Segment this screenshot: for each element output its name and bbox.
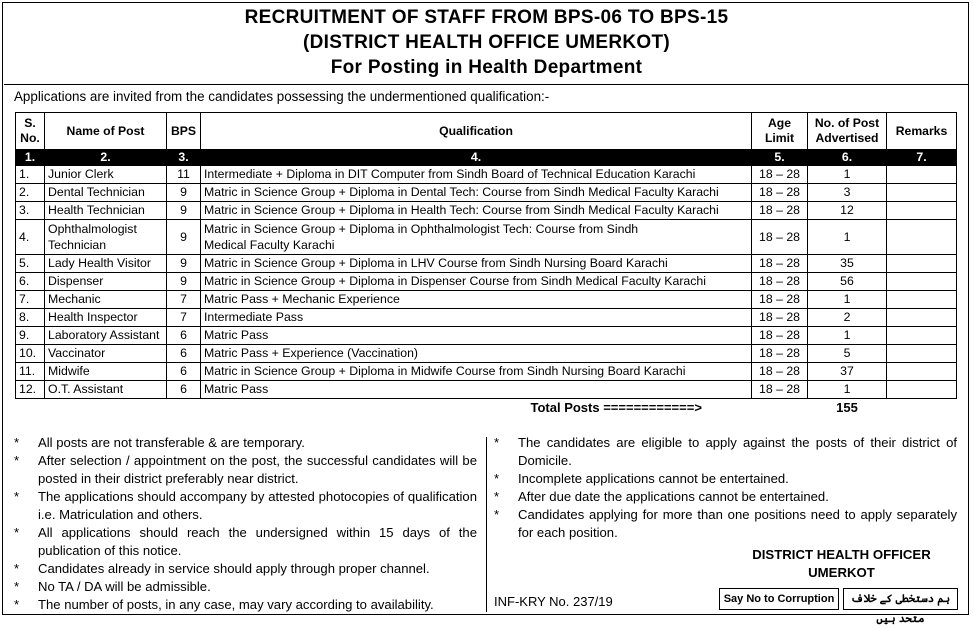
- cell-age: 18 – 28: [752, 381, 808, 399]
- cell-sno: 1.: [16, 166, 45, 184]
- cell-age: 18 – 28: [752, 363, 808, 381]
- cell-age: 18 – 28: [752, 273, 808, 291]
- bullet: *: [494, 435, 500, 450]
- cell-name: Laboratory Assistant: [45, 327, 167, 345]
- cell-qualification: Intermediate + Diploma in DIT Computer from Sindh Board of Technical Education Karachi: [201, 166, 752, 184]
- cell-qualification: Matric in Science Group + Diploma in Midwife Course from Sindh Nursing Board Karachi: [201, 363, 752, 381]
- header-name: Name of Post: [45, 113, 167, 150]
- cell-posts: 56: [808, 273, 887, 291]
- note-text: Incomplete applications cannot be entertained.: [518, 471, 789, 486]
- cell-remarks: [887, 255, 957, 273]
- note-item: [14, 488, 477, 524]
- note-text: The applications should accompany by attested photocopies of qualification i.e. Matriculation and others.: [38, 489, 477, 522]
- header-bps: BPS: [167, 113, 201, 150]
- cell-bps: 6: [167, 345, 201, 363]
- table-row: [16, 255, 957, 273]
- note-item: [494, 506, 957, 542]
- cell-bps: 6: [167, 327, 201, 345]
- cell-bps: 9: [167, 220, 201, 255]
- cell-sno: 5.: [16, 255, 45, 273]
- bullet: *: [14, 453, 20, 468]
- cell-remarks: [887, 202, 957, 220]
- total-spacer: [752, 399, 808, 417]
- cell-bps: 9: [167, 184, 201, 202]
- col-number: 7.: [887, 150, 957, 166]
- notes-left: [14, 434, 477, 614]
- cell-name: Midwife: [45, 363, 167, 381]
- total-label: Total Posts ============>: [530, 400, 702, 415]
- cell-name: Dental Technician: [45, 184, 167, 202]
- table-row: [16, 184, 957, 202]
- cell-name: Lady Health Visitor: [45, 255, 167, 273]
- cell-age: 18 – 28: [752, 166, 808, 184]
- cell-qualification: Matric in Science Group + Diploma in Health Tech: Course from Sindh Medical Faculty Karachi: [201, 202, 752, 220]
- table-row: [16, 166, 957, 184]
- cell-age: 18 – 28: [752, 309, 808, 327]
- cell-age: 18 – 28: [752, 220, 808, 255]
- cell-posts: 12: [808, 202, 887, 220]
- total-row: [16, 399, 957, 417]
- cell-qualification: Matric in Science Group + Diploma in Dental Tech: Course from Sindh Medical Faculty Karachi: [201, 184, 752, 202]
- note-item: [494, 488, 957, 506]
- notes-right: [494, 434, 957, 542]
- intro-text: Applications are invited from the candidates possessing the undermentioned qualification:-: [14, 89, 550, 104]
- note-item: [14, 434, 477, 452]
- note-text: Candidates applying for more than one positions need to apply separately for each position.: [518, 507, 957, 540]
- cell-sno: 7.: [16, 291, 45, 309]
- cell-sno: 9.: [16, 327, 45, 345]
- note-text: All applications should reach the undersigned within 15 days of the publication of this notice.: [38, 525, 477, 558]
- cell-sno: 6.: [16, 273, 45, 291]
- page-subheading: For Posting in Health Department: [330, 57, 643, 78]
- cell-name: O.T. Assistant: [45, 381, 167, 399]
- note-item: [494, 470, 957, 488]
- cell-posts: 35: [808, 255, 887, 273]
- note-text: No TA / DA will be admissible.: [38, 579, 211, 594]
- note-item: [14, 524, 477, 560]
- cell-name: Dispenser: [45, 273, 167, 291]
- cell-sno: 4.: [16, 220, 45, 255]
- note-item: [14, 578, 477, 596]
- cell-age: 18 – 28: [752, 327, 808, 345]
- note-text: After due date the applications cannot be entertained.: [518, 489, 829, 504]
- cell-posts: 1: [808, 220, 887, 255]
- cell-bps: 7: [167, 309, 201, 327]
- cell-age: 18 – 28: [752, 291, 808, 309]
- table-row: [16, 345, 957, 363]
- cell-age: 18 – 28: [752, 184, 808, 202]
- cell-bps: 6: [167, 363, 201, 381]
- cell-qualification: Matric in Science Group + Diploma in LHV Course from Sindh Nursing Board Karachi: [201, 255, 752, 273]
- cell-remarks: [887, 184, 957, 202]
- cell-posts: 5: [808, 345, 887, 363]
- cell-posts: 37: [808, 363, 887, 381]
- note-text: All posts are not transferable & are temporary.: [38, 435, 305, 450]
- cell-bps: 9: [167, 255, 201, 273]
- cell-name: Health Technician: [45, 202, 167, 220]
- bullet: *: [494, 489, 500, 504]
- col-number: 4.: [201, 150, 752, 166]
- col-number: 5.: [752, 150, 808, 166]
- total-spacer: [887, 399, 957, 417]
- page-title: RECRUITMENT OF STAFF FROM BPS-06 TO BPS-15: [244, 7, 729, 28]
- table-row: [16, 327, 957, 345]
- cell-remarks: [887, 381, 957, 399]
- cell-bps: 9: [167, 202, 201, 220]
- header-remarks: Remarks: [887, 113, 957, 150]
- cell-posts: 1: [808, 291, 887, 309]
- cell-name: Ophthalmologist Technician: [45, 220, 167, 255]
- bullet: *: [14, 525, 20, 540]
- cell-qualification: Matric in Science Group + Diploma in Ophthalmologist Tech: Course from Sindh Medical Faculty Karachi: [201, 220, 752, 255]
- header-age: Age Limit: [752, 113, 808, 150]
- col-number: 6.: [808, 150, 887, 166]
- cell-remarks: [887, 291, 957, 309]
- anti-corruption-badge-urdu: ہم دستخطی کے خلاف متحد ہیں: [843, 588, 958, 610]
- signature-location: UMERKOT: [808, 565, 875, 580]
- cell-sno: 10.: [16, 345, 45, 363]
- cell-sno: 8.: [16, 309, 45, 327]
- bullet: *: [14, 579, 20, 594]
- cell-bps: 9: [167, 273, 201, 291]
- cell-qualification: Matric Pass: [201, 381, 752, 399]
- bullet: *: [14, 561, 20, 576]
- table-row: [16, 291, 957, 309]
- bullet: *: [14, 435, 20, 450]
- column-number-row: [16, 150, 957, 166]
- header-posts: No. of Post Advertised: [808, 113, 887, 150]
- signature-block: [724, 546, 959, 582]
- table-header-row: [16, 113, 957, 150]
- cell-remarks: [887, 363, 957, 381]
- table-row: [16, 363, 957, 381]
- cell-sno: 11.: [16, 363, 45, 381]
- column-divider: [486, 437, 487, 612]
- cell-remarks: [887, 220, 957, 255]
- col-number: 2.: [45, 150, 167, 166]
- bullet: *: [14, 597, 20, 612]
- table-row: [16, 309, 957, 327]
- cell-bps: 11: [167, 166, 201, 184]
- note-item: [494, 434, 957, 470]
- cell-name: Vaccinator: [45, 345, 167, 363]
- posts-table: [15, 112, 957, 416]
- cell-posts: 2: [808, 309, 887, 327]
- cell-posts: 3: [808, 184, 887, 202]
- table-row: [16, 220, 957, 255]
- cell-qualification: Matric in Science Group + Diploma in Dispenser Course from Sindh Medical Faculty Karachi: [201, 273, 752, 291]
- cell-name: Junior Clerk: [45, 166, 167, 184]
- note-item: [14, 560, 477, 578]
- total-value: 155: [836, 400, 858, 415]
- col-number: 1.: [16, 150, 45, 166]
- bullet: *: [494, 471, 500, 486]
- cell-qualification: Intermediate Pass: [201, 309, 752, 327]
- note-item: [14, 452, 477, 488]
- cell-posts: 1: [808, 381, 887, 399]
- note-item: [14, 596, 477, 614]
- cell-qualification: Matric Pass: [201, 327, 752, 345]
- header-sno: S. No.: [16, 113, 45, 150]
- cell-remarks: [887, 327, 957, 345]
- cell-age: 18 – 28: [752, 345, 808, 363]
- cell-age: 18 – 28: [752, 255, 808, 273]
- cell-qualification: Matric Pass + Experience (Vaccination): [201, 345, 752, 363]
- cell-sno: 2.: [16, 184, 45, 202]
- cell-age: 18 – 28: [752, 202, 808, 220]
- cell-posts: 1: [808, 327, 887, 345]
- cell-sno: 12.: [16, 381, 45, 399]
- note-text: The number of posts, in any case, may vary according to availability.: [38, 597, 434, 612]
- cell-bps: 6: [167, 381, 201, 399]
- note-text: After selection / appointment on the post, the successful candidates will be posted in their district preferably near district.: [38, 453, 477, 486]
- anti-corruption-badge: Say No to Corruption: [719, 588, 839, 610]
- reference-number: INF-KRY No. 237/19: [494, 594, 613, 609]
- cell-remarks: [887, 166, 957, 184]
- cell-qualification: Matric Pass + Mechanic Experience: [201, 291, 752, 309]
- note-text: The candidates are eligible to apply against the posts of their district of Domicile.: [518, 435, 957, 468]
- signature-title: DISTRICT HEALTH OFFICER: [752, 547, 931, 562]
- cell-name: Health Inspector: [45, 309, 167, 327]
- page-subtitle: (DISTRICT HEALTH OFFICE UMERKOT): [302, 32, 671, 53]
- cell-posts: 1: [808, 166, 887, 184]
- cell-remarks: [887, 309, 957, 327]
- note-text: Candidates already in service should apply through proper channel.: [38, 561, 430, 576]
- col-number: 3.: [167, 150, 201, 166]
- bullet: *: [494, 507, 500, 522]
- cell-remarks: [887, 273, 957, 291]
- cell-remarks: [887, 345, 957, 363]
- table-row: [16, 381, 957, 399]
- table-row: [16, 273, 957, 291]
- bullet: *: [14, 489, 20, 504]
- cell-name: Mechanic: [45, 291, 167, 309]
- header-qualification: Qualification: [201, 113, 752, 150]
- cell-sno: 3.: [16, 202, 45, 220]
- cell-bps: 7: [167, 291, 201, 309]
- table-row: [16, 202, 957, 220]
- divider: [4, 84, 969, 85]
